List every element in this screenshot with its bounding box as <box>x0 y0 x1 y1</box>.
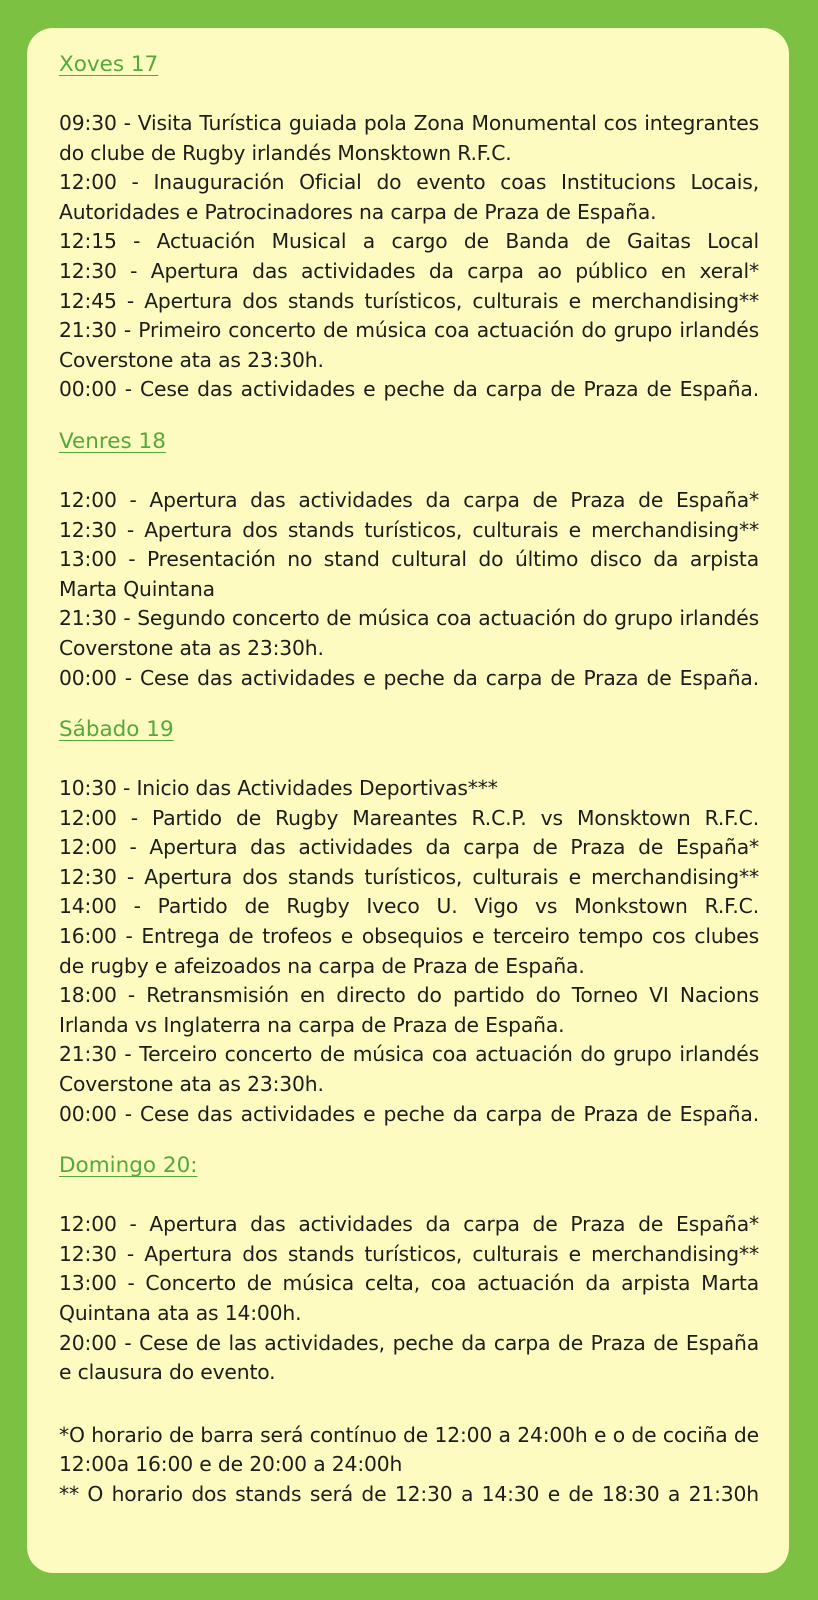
schedule-entry: 16:00 - Entrega de trofeos e obsequios e terceiro tempo cos clubes de rugby e afeizoados na carpa de Praza de España. <box>59 924 759 978</box>
schedule-entry: 00:00 - Cese das actividades e peche da carpa de Praza de España. <box>59 665 759 690</box>
day-saturday <box>59 715 759 1129</box>
day-thursday <box>59 50 759 405</box>
schedule-entry: 21:30 - Segundo concerto de música coa actuación do grupo irlandés Coverstone ata as 23:30h. <box>59 606 759 660</box>
footnote: *O horario de barra será contínuo de 12:00 a 24:00h e o de cociña de 12:00a 16:00 e de 20:00 a 24:00h <box>59 1422 759 1477</box>
schedule-entry: 13:00 - Concerto de música celta, coa actuación da arpista Marta Quintana ata as 14:00h. <box>59 1271 759 1325</box>
schedule-entry: 10:30 - Inicio das Actividades Deportivas*** <box>59 776 498 801</box>
schedule-entry: 21:30 - Terceiro concerto de música coa actuación do grupo irlandés Coverstone ata as 23:30h. <box>59 1042 759 1097</box>
schedule-entry: 18:00 - Retransmisión en directo do partido do Torneo VI Nacions Irlanda vs Inglaterra na carpa de Praza de España. <box>59 983 759 1037</box>
footnotes <box>59 1421 759 1510</box>
schedule-entry: 12:30 - Apertura dos stands turísticos, culturais e merchandising** <box>59 864 759 889</box>
schedule-entry: 12:30 - Apertura dos stands turísticos, culturais e merchandising** <box>59 1241 759 1266</box>
schedule-entry: 21:30 - Primeiro concerto de música coa actuación do grupo irlandés Coverstone ata as 23:30h. <box>59 318 759 372</box>
day-friday <box>59 427 759 693</box>
day-title: Sábado 19 <box>59 717 174 743</box>
schedule-entry: 12:00 - Partido de Rugby Mareantes R.C.P. vs Monsktown R.F.C. <box>59 805 759 830</box>
footnote: ** O horario dos stands será de 12:30 a 14:30 e de 18:30 a 21:30h <box>59 1481 759 1506</box>
schedule-entry: 12:00 - Apertura das actividades da carpa de Praza de España* <box>59 487 759 512</box>
schedule-entry: 12:30 - Apertura das actividades da carpa ao público en xeral* <box>59 258 759 283</box>
schedule-entry: 12:15 - Actuación Musical a cargo de Banda de Gaitas Local <box>59 229 759 254</box>
schedule-entry: 12:45 - Apertura dos stands turísticos, culturais e merchandising** <box>59 288 759 313</box>
schedule-entry: 00:00 - Cese das actividades e peche da carpa de Praza de España. <box>59 1101 759 1126</box>
day-sunday <box>59 1151 759 1388</box>
day-title: Venres 18 <box>59 428 166 454</box>
schedule-entry: 09:30 - Visita Turística guiada pola Zona Monumental cos integrantes do clube de Rugby irlandés Monsktown R.F.C. <box>59 111 759 165</box>
schedule-entry: 20:00 - Cese de las actividades, peche da carpa de Praza de España e clausura do evento. <box>59 1330 759 1385</box>
schedule-entry: 00:00 - Cese das actividades e peche da carpa de Praza de España. <box>59 377 759 402</box>
schedule-entry: 12:30 - Apertura dos stands turísticos, culturais e merchandising** <box>59 517 759 542</box>
day-title: Xoves 17 <box>59 52 159 77</box>
day-title: Domingo 20: <box>59 1153 198 1179</box>
schedule-entry: 12:00 - Apertura das actividades da carpa de Praza de España* <box>59 1212 759 1237</box>
schedule-entry: 14:00 - Partido de Rugby Iveco U. Vigo vs Monkstown R.F.C. <box>59 894 759 919</box>
schedule-entry: 12:00 - Inauguración Oficial do evento coas Institucions Locais, Autoridades e Patrocinadores na carpa de Praza de España. <box>59 170 759 224</box>
schedule-entry: 12:00 - Apertura das actividades da carpa de Praza de España* <box>59 835 759 860</box>
schedule-panel <box>27 28 789 1573</box>
schedule-entry: 13:00 - Presentación no stand cultural do último disco da arpista Marta Quintana <box>59 547 759 601</box>
